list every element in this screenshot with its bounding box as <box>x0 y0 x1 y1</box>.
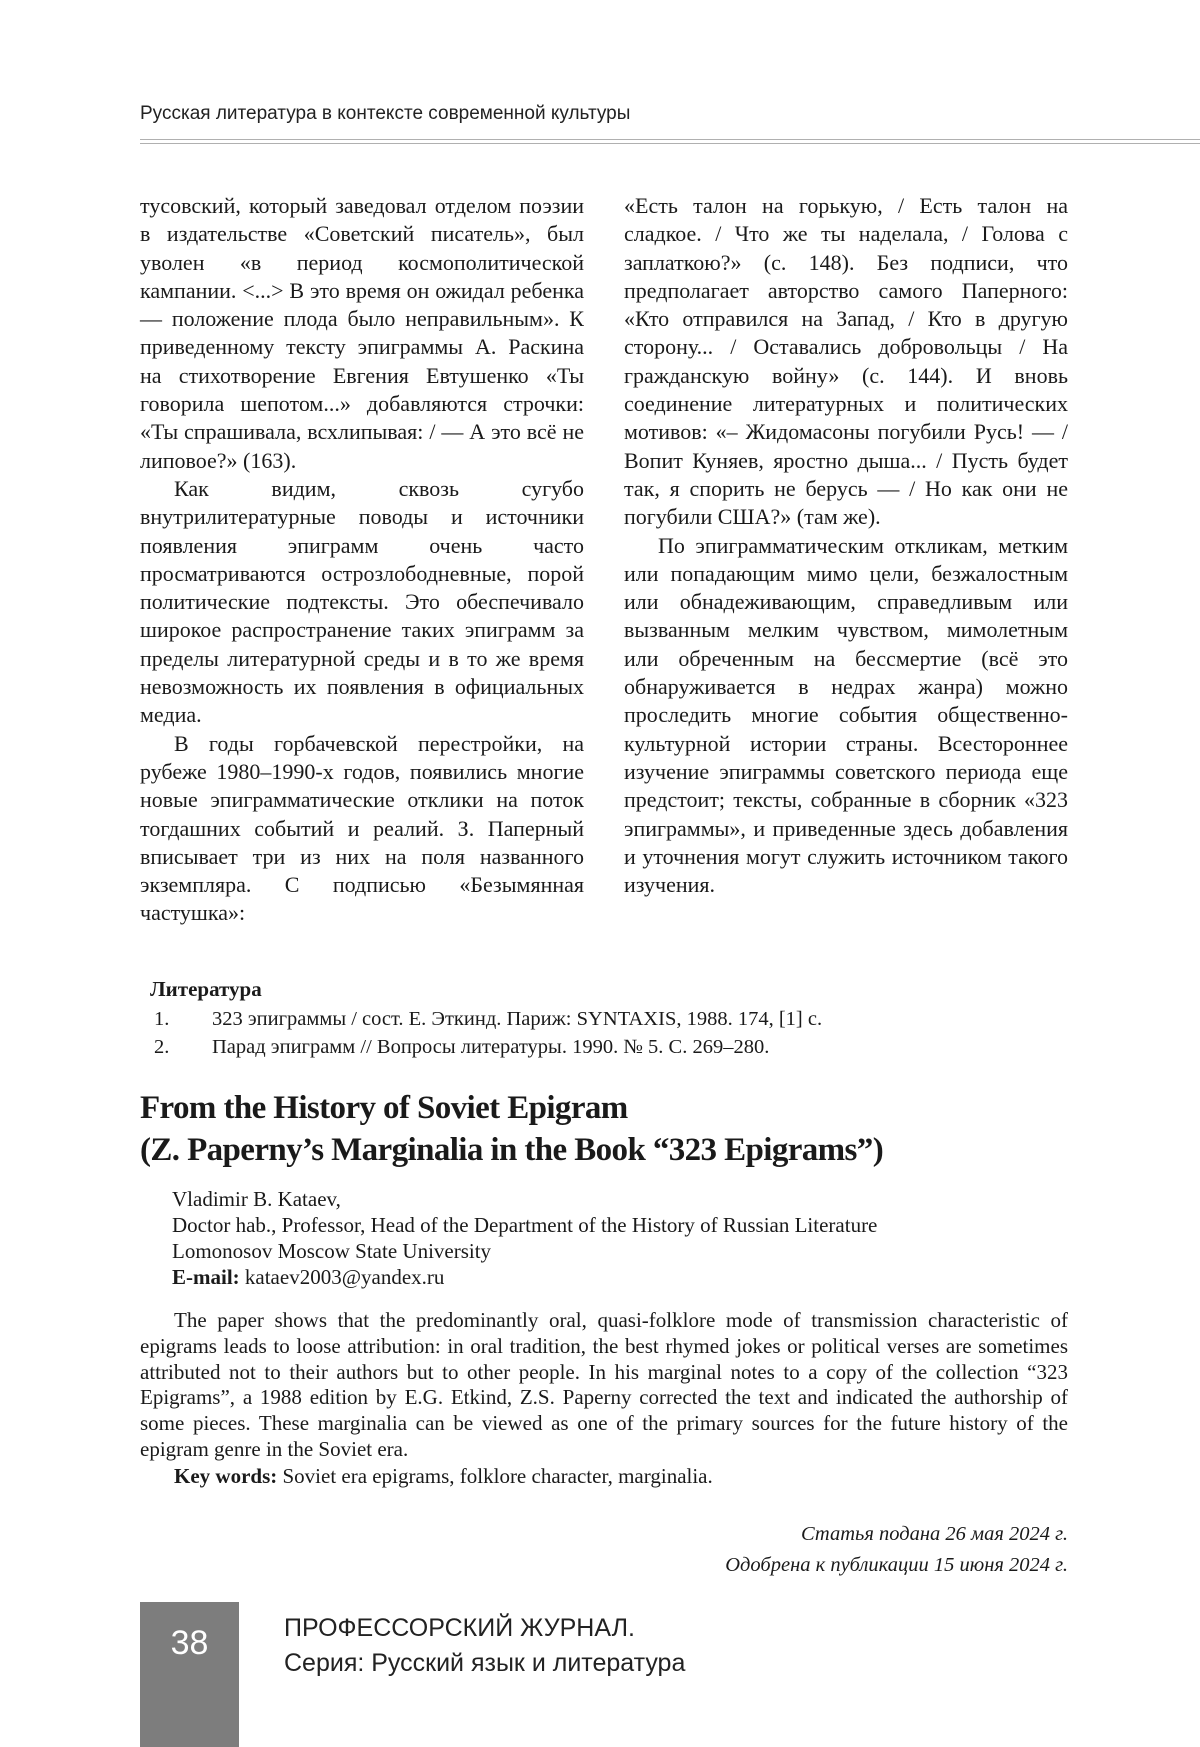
keywords-label: Key words: <box>174 1463 278 1488</box>
page-number: 38 <box>170 1624 209 1662</box>
keywords-text: Soviet era epigrams, folklore character, marginalia. <box>282 1463 713 1488</box>
reference-number: 2. <box>154 1036 170 1058</box>
journal-footer <box>284 1611 685 1681</box>
abstract-block <box>140 1308 1068 1489</box>
reference-item <box>150 1005 1050 1033</box>
author-affiliation: Lomonosov Moscow State University <box>172 1239 492 1263</box>
journal-title: ПРОФЕССОРСКИЙ ЖУРНАЛ. <box>284 1614 635 1642</box>
body-paragraph: Как видим, сквозь сугубо внутрилитературные поводы и источники появления эпиграмм очень часто просматриваются острозлободневные, порой политические подтексты. Это обеспечивало широкое распространение таких эпиграмм за пределы литературной среды и в то же время невозможность их появления в официальных медиа. <box>140 475 584 728</box>
submitted-date: Статья подана 26 мая 2024 г. <box>800 1523 1068 1545</box>
english-title-line: (Z. Paperny’s Marginalia in the Book “323 Epigrams”) <box>140 1132 884 1168</box>
reference-item <box>150 1033 1050 1061</box>
header-rule <box>140 139 1200 144</box>
author-email-line <box>172 1264 1072 1290</box>
keywords-line <box>140 1463 1068 1489</box>
author-name: Vladimir B. Kataev, <box>172 1187 341 1211</box>
page-number-tab <box>140 1602 239 1747</box>
email-address[interactable]: kataev2003@yandex.ru <box>244 1265 445 1289</box>
references-title: Литература <box>150 977 262 1001</box>
reference-number: 1. <box>154 1008 170 1030</box>
body-paragraph: В годы горбачевской перестройки, на рубеже 1980–1990-х годов, появились многие новые эпиграмматические отклики на поток тогдашних событий и реалий. З. Паперный вписывает три из них на поля названного экземпляра. С подписью «Безымянная частушка»: <box>140 730 584 926</box>
english-title <box>140 1087 1120 1171</box>
approved-date: Одобрена к публикации 15 июня 2024 г. <box>725 1554 1068 1576</box>
two-column-body <box>140 192 1068 928</box>
body-paragraph: «Есть талон на горькую, / Есть талон на сладкое. / Что же ты наделала, / Голова с заплаткою?» (с. 148). Без подписи, что предполагает авторство самого Паперного: «Кто отправился на Запад, / Кто в другую сторону... / Оставались добровольцы / На гражданскую войну» (с. 144). И вновь соединение литературных и политических мотивов: «– Жидомасоны погубили Русь! — / Вопит Куняев, яростно дыша... / Пусть будет так, я спорить не берусь — / Но как они не погубили США?» (там же). <box>624 193 1068 530</box>
publication-dates <box>725 1519 1068 1581</box>
body-paragraph: По эпиграмматическим откликам, метким или попадающим мимо цели, безжалостным или обнадеживающим, справедливым или вызванным мелким чувством, мимолетным или обреченным на бессмертие (всё это обнаруживается в недрах жанра) можно проследить многие события общественно-культурной истории страны. Всестороннее изучение эпиграммы советского периода еще предстоит; тексты, собранные в сборник «323 эпиграммы», и приведенные здесь добавления и уточнения могут служить источником такого изучения. <box>624 532 1068 898</box>
author-block <box>172 1186 1072 1290</box>
body-paragraph: тусовский, который заведовал отделом поэзии в издательстве «Советский писатель», был уволен «в период космополитической кампании. <...> В это время он ожидал ребенка — положение плода было неправильным». К приведенному тексту эпиграммы А. Раскина на стихотворение Евгения Евтушенко «Ты говорила шепотом...» добавляются строчки: «Ты спрашивала, всхлипывая: / — А это всё не липовое?» (163). <box>140 193 584 473</box>
author-position: Doctor hab., Professor, Head of the Department of the History of Russian Literature <box>172 1213 878 1237</box>
right-column <box>624 192 1068 928</box>
email-label: E-mail: <box>172 1265 240 1289</box>
running-header: Русская литература в контексте современной культуры <box>140 103 631 124</box>
references-section <box>150 975 1050 1061</box>
journal-series: Серия: Русский язык и литература <box>284 1649 686 1677</box>
abstract-text: The paper shows that the predominantly oral, quasi-folklore mode of transmission characteristic of epigrams leads to loose attribution: in oral tradition, the best rhymed jokes or political verses are sometimes attributed not to their authors but to other people. In his marginal notes to a copy of the collection “323 Epigrams”, a 1988 edition by E.G. Etkind, Z.S. Paperny corrected the text and indicated the authorship of some pieces. These marginalia can be viewed as one of the primary sources for the future history of the epigram genre in the Soviet era. <box>140 1308 1068 1461</box>
left-column <box>140 192 584 928</box>
english-title-line: From the History of Soviet Epigram <box>140 1090 628 1126</box>
reference-text: 323 эпиграммы / сост. Е. Эткинд. Париж: SYNTAXIS, 1988. 174, [1] с. <box>212 1008 823 1030</box>
reference-text: Парад эпиграмм // Вопросы литературы. 1990. № 5. С. 269–280. <box>212 1036 770 1058</box>
